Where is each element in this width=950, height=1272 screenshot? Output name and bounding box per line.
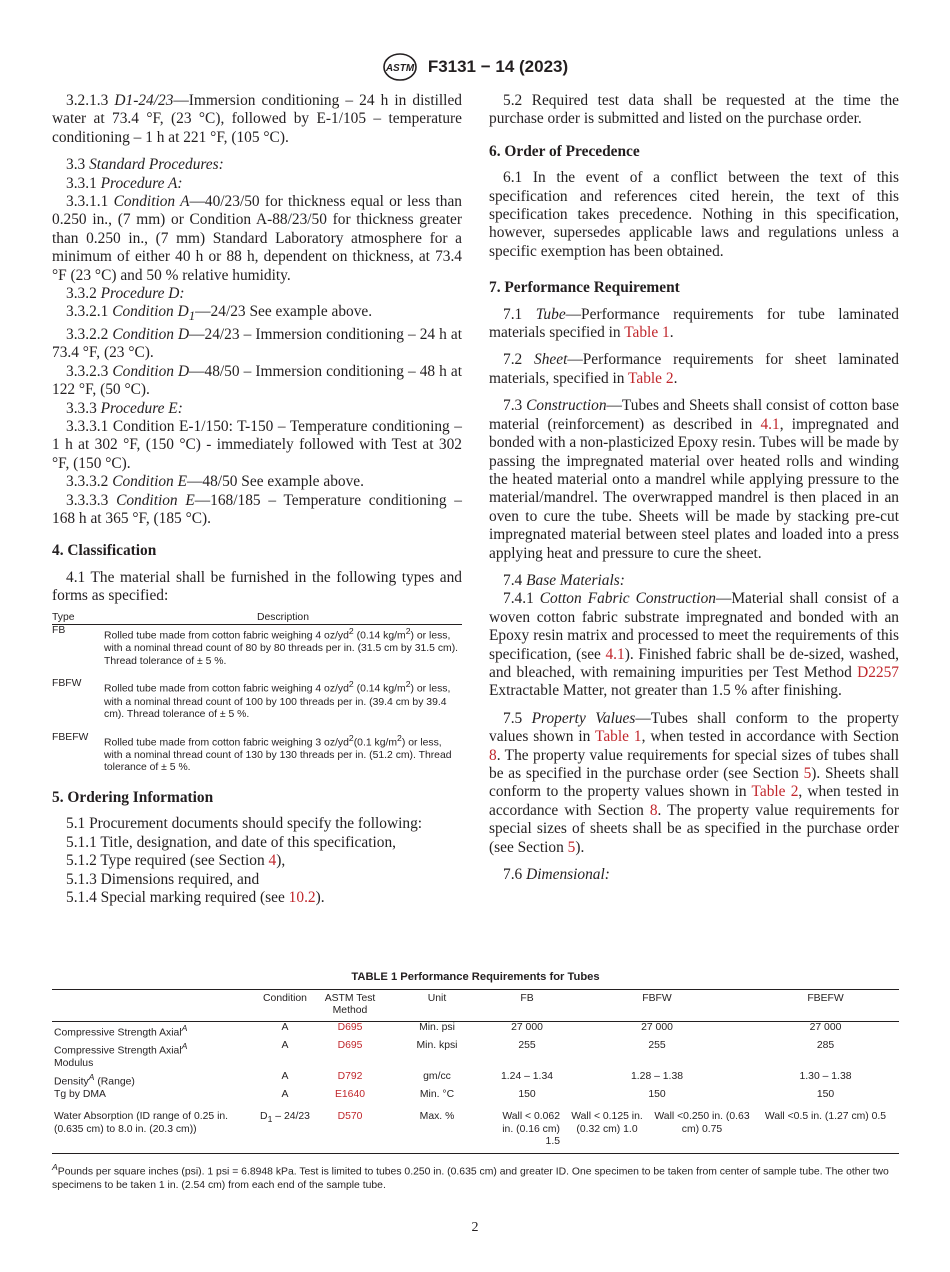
page-number: 2 <box>471 1220 479 1235</box>
link-section-10-2[interactable]: 10.2 <box>288 889 316 907</box>
section-4-heading: 4. Classification <box>52 542 157 560</box>
table-row <box>52 1040 899 1071</box>
condition-cell: A <box>281 1088 289 1100</box>
unit-cell: Min. psi <box>419 1021 455 1033</box>
section-6-heading: 6. Order of Precedence <box>489 142 640 160</box>
unit-cell: Min. °C <box>419 1088 455 1100</box>
method-cell[interactable]: D570 <box>318 1101 382 1153</box>
para-5-1-3: 5.1.3 Dimensions required, and <box>66 870 260 888</box>
link-section-5[interactable]: 5 <box>567 838 576 856</box>
link-section-5[interactable]: 5 <box>803 765 812 782</box>
para-3-3: 3.3 Standard Procedures: <box>66 156 224 174</box>
para-7-4: 7.4 Base Materials: <box>503 571 625 589</box>
svg-text:ASTM: ASTM <box>385 63 414 74</box>
method-cell[interactable]: D695 <box>337 1039 363 1051</box>
designation: F3131 − 14 (2023) <box>427 57 569 76</box>
method-cell[interactable]: D695 <box>337 1021 363 1033</box>
property-cell: Water Absorption (ID range of 0.25 in. (0.635 cm) to 8.0 in. (20.3 cm)) <box>52 1101 252 1153</box>
para-4-1: 4.1 The material shall be furnished in the following types and forms as specified: <box>52 568 462 605</box>
table-row <box>52 732 462 785</box>
para-3-3-3: 3.3.3 Procedure E: <box>66 399 183 417</box>
para-7-2: 7.2 Sheet—Performance requirements for sheet laminated materials, specified in Table 2. <box>489 351 899 387</box>
types-table <box>52 612 462 785</box>
para-5-1: 5.1 Procurement documents should specify the following: <box>66 815 423 833</box>
para-7-3: 7.3 Construction—Tubes and Sheets shall consist of cotton base material (reinforcement) as described in 4.1, impregnated and bonded with a non-plasticized Epoxy resin. Tubes will be made by passing the impregnated material over heated rolls and winding the heated material onto a mandrel while applying pressure to the material/mandrel. The overwrapped mandrel is then placed in an oven to cure the tube. Sheets will be made by stacking pre-cut impregnated material between steel plates and loaded into a press applying heat and pressure to cure the sheet. <box>489 397 899 562</box>
method-cell[interactable]: D792 <box>337 1070 363 1082</box>
fb-cell: 27 000 <box>511 1021 543 1033</box>
table-row <box>52 1021 899 1040</box>
table-row <box>52 1071 899 1089</box>
unit-cell: Max. % <box>382 1101 492 1153</box>
type-code: FB <box>52 625 66 637</box>
para-3-3-2-2: 3.3.2.2 Condition D—24/23 – Immersion conditioning – 24 h at 73.4 °F, (23 °C). <box>52 325 462 362</box>
para-6-1: 6.1 In the event of a conflict between the text of this specification and references cited herein, the text of this specification takes precedence. Nothing in this specification, however, supersedes applicable laws and regulations unless a specific exemption has been obtained. <box>489 169 899 260</box>
link-table-1[interactable]: Table 1 <box>595 728 642 746</box>
table-row <box>52 678 462 731</box>
fb-cell: Wall < 0.062 in. (0.16 cm) 1.5 <box>492 1101 562 1153</box>
link-section-4[interactable]: 4 <box>268 852 277 870</box>
para-3-3-3-1: 3.3.3.1 Condition E-1/150: T-150 – Temperature conditioning – 1 h at 302 °F, (150 °C) - immediately followed with Test at 302 °F, (150 °C). <box>52 417 462 472</box>
para-5-1-4: 5.1.4 Special marking required (see 10.2). <box>66 889 325 907</box>
col-property <box>52 989 252 1021</box>
table-1-caption: TABLE 1 Performance Requirements for Tubes <box>351 971 600 983</box>
para-3-3-2-3: 3.3.2.3 Condition D—48/50 – Immersion conditioning – 48 h at 122 °F, (50 °C). <box>52 362 462 399</box>
table-row <box>52 1101 899 1153</box>
fb-cell: 150 <box>518 1088 536 1100</box>
types-col-type: Type <box>52 612 104 625</box>
property-cell: Compressive Strength Axial$^A$ <box>54 1022 188 1039</box>
page-header <box>0 52 950 82</box>
link-table-2[interactable]: Table 2 <box>628 369 674 387</box>
type-description: Rolled tube made from cotton fabric weighing 4 $oz/yd^2$ (0.14 $kg/m^2$) or less, with a nominal thread count of 100 by 100 threads per in. (39.4 cm by 39.4 cm). Thread tolerance of ± 5 %. <box>104 679 451 721</box>
para-5-2: 5.2 Required test data shall be requested at the time the purchase order is submitted and listed on the purchase order. <box>489 92 899 128</box>
link-table-2[interactable]: Table 2 <box>751 783 799 801</box>
table-1-footnote: $^A$Pounds per square inches (psi). 1 psi = 6.8948 kPa. Test is limited to tubes 0.250 in. (0.635 cm) and greater ID. One specimen to be taken from center of sample tube. The other two specimens to be taken 1 in. (2.54 cm) from each end of the sample tube. <box>52 1161 889 1192</box>
col-fbefw: FBEFW <box>752 989 899 1021</box>
para-7-1: 7.1 Tube—Performance requirements for tube laminated materials specified in Table 1. <box>489 305 899 342</box>
link-section-8[interactable]: 8 <box>649 801 658 819</box>
col-fb: FB <box>492 989 562 1021</box>
section-7-heading: 7. Performance Requirement <box>489 279 680 297</box>
para-7-4-1: 7.4.1 Cotton Fabric Construction—Material shall consist of a woven cotton fabric substrate impregnated and bonded with an Epoxy resin matrix and processed to meet the requirements of this specification, (see 4.1). Finished fabric shall be de-sized, washed, and bleached, with remaining impurities per Test Method D2257 Extractable Matter, not greater than 1.5 % after finishing. <box>489 590 899 700</box>
condition-cell: A <box>281 1039 289 1051</box>
type-code: FBEFW <box>52 731 89 743</box>
para-7-5: 7.5 Property Values—Tubes shall conform to the property values shown in Table 1, when tested in accordance with Section 8. The property value requirements for special sizes of tubes shall be as specified in the purchase order (see Section 5). Sheets shall conform to the property values shown in Table 2, when tested in accordance with Section 8. The property value requirements for special sizes of sheets shall be as specified in the purchase order (see Section 5). <box>489 709 899 856</box>
property-cell: Compressive Strength Axial$^A$ Modulus <box>54 1040 188 1069</box>
fbefw-cell: 27 000 <box>809 1021 842 1033</box>
unit-cell: gm/cc <box>423 1070 451 1082</box>
fbfw-cell: 255 <box>648 1039 666 1051</box>
fbfw-cell: 27 000 <box>641 1021 673 1033</box>
right-column <box>489 92 899 884</box>
col-unit: Unit <box>382 989 492 1021</box>
type-description: Rolled tube made from cotton fabric weighing 4 $oz/yd^2$ (0.14 $kg/m^2$) or less, with a nominal thread count of 80 by 80 threads per in. (31.5 cm by 31.5 cm). Thread tolerance of ± 5 %. <box>104 626 459 667</box>
fbfw-cell: 1.28 – 1.38 <box>631 1070 683 1082</box>
para-5-1-1: 5.1.1 Title, designation, and date of this specification, <box>66 833 396 851</box>
col-condition: Condition <box>252 989 318 1021</box>
link-section-8[interactable]: 8 <box>489 746 497 764</box>
property-cell: Density$^A$ (Range) <box>54 1071 135 1087</box>
fbfw-cell: Wall < 0.125 in. (0.32 cm) 1.0 <box>562 1101 652 1153</box>
left-column <box>52 92 462 907</box>
para-3-3-3-3: 3.3.3.3 Condition E—168/185 – Temperature conditioning – 168 h at 365 °F, (185 °C). <box>52 491 462 528</box>
type-description: Rolled tube made from cotton fabric weighing 3 $oz/yd^2(0.1$ $kg/m^2$) or less, with a nominal thread count of 130 by 130 threads per in. (51.2 cm). Thread tolerance of ± 5 %. <box>104 732 452 774</box>
para-5-1-2: 5.1.2 Type required (see Section 4), <box>66 852 286 870</box>
table-header-row <box>52 989 899 1021</box>
fb-cell: 1.24 – 1.34 <box>501 1070 553 1082</box>
table-row <box>52 1089 899 1102</box>
condition-cell: A <box>281 1070 289 1082</box>
property-cell: Tg by DMA <box>54 1088 106 1100</box>
fbfw-cell: 150 <box>648 1088 666 1100</box>
para-3-2-1-3: 3.2.1.3 D1-24/23—Immersion conditioning – 24 h in distilled water at 73.4 °F, (23 °C), followed by E-1/105 – temperature conditioning – 1 h at 221 °F, (105 °C). <box>52 92 462 146</box>
para-3-3-2-1: 3.3.2.1 Condition $D_1—24/23$ See example above. <box>66 303 373 324</box>
link-section-4-1[interactable]: 4.1 <box>605 645 625 663</box>
unit-cell: Min. kpsi <box>416 1039 458 1051</box>
fbefw-cell: 285 <box>816 1039 835 1051</box>
para-3-3-1: 3.3.1 Procedure A: <box>66 174 183 192</box>
condition-cell: $D_1 - 24/23$ <box>252 1101 318 1153</box>
link-d2257[interactable]: D2257 <box>857 663 899 681</box>
link-section-4-1[interactable]: 4.1 <box>760 415 780 433</box>
link-table-1[interactable]: Table 1 <box>624 324 670 342</box>
para-3-3-3-2: 3.3.3.2 Condition E—48/50 See example above. <box>66 473 364 491</box>
para-3-3-1-1: 3.3.1.1 Condition A—40/23/50 for thickness equal or less than 0.250 in., (7 mm) or Condition A-88/23/50 for thickness greater than 0.250 in., (7 mm) Standard Laboratory atmosphere for a minimum of either 40 h or 88 h, dependent on thickness, at 73.4 °F (23 °C) and 50 % relative humidity. <box>52 193 462 284</box>
fbfw-cell: Wall <0.250 in. (0.63 cm) 0.75 <box>652 1101 752 1153</box>
type-code: FBFW <box>52 678 82 690</box>
method-cell[interactable]: E1640 <box>334 1088 366 1100</box>
fb-cell: 255 <box>518 1039 536 1051</box>
fbefw-cell: Wall <0.5 in. (1.27 cm) 0.5 <box>752 1101 899 1153</box>
fbefw-cell: 150 <box>816 1088 835 1100</box>
section-5-heading: 5. Ordering Information <box>52 788 214 806</box>
table-1-grid <box>52 989 899 1154</box>
astm-logo-icon <box>382 52 418 82</box>
para-7-6: 7.6 Dimensional: <box>503 866 610 884</box>
table-1 <box>52 971 899 1193</box>
condition-cell: A <box>281 1021 289 1033</box>
para-3-3-2: 3.3.2 Procedure D: <box>66 285 185 303</box>
table-row <box>52 625 462 679</box>
col-fbfw: FBFW <box>562 989 752 1021</box>
fbefw-cell: 1.30 – 1.38 <box>799 1070 852 1082</box>
types-col-description: Description <box>104 612 462 625</box>
col-astm-method: ASTM Test Method <box>318 989 382 1021</box>
